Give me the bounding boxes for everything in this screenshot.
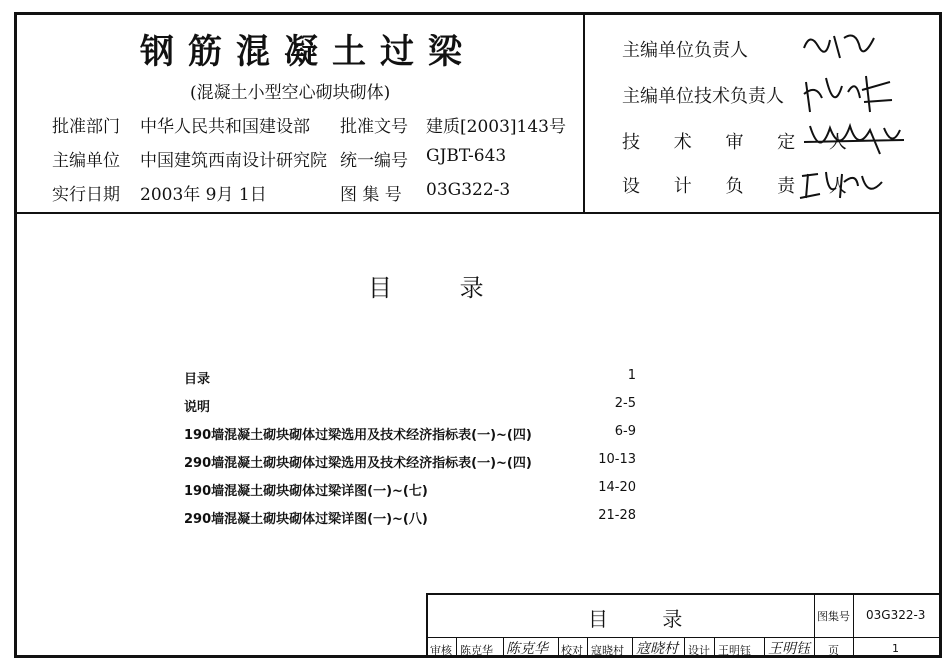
signature-chief-editor-graphic xyxy=(800,28,880,64)
toc-item-page: 10-13 xyxy=(598,452,636,467)
unified-number-label: 统一编号 xyxy=(340,151,408,171)
toc-item-title: 说明 xyxy=(184,400,211,415)
title-block-cell-divider xyxy=(587,637,588,658)
title-block-cell-divider xyxy=(503,637,504,658)
approval-doc-value: 建质[2003]143号 xyxy=(426,117,566,137)
title-block-col-divider xyxy=(814,593,815,658)
approval-dept-label: 批准部门 xyxy=(52,117,120,137)
checker-name: 寇晓村 xyxy=(591,644,624,657)
design-label: 设计 xyxy=(688,644,710,657)
contents-heading: 目 录 xyxy=(368,274,514,302)
editor-unit-value: 中国建筑西南设计研究院 xyxy=(140,151,327,171)
title-block-atlas-value: 03G322-3 xyxy=(866,608,926,622)
designer-name: 王明钰 xyxy=(718,644,751,657)
title-block-col-divider xyxy=(853,593,854,658)
designer-signature: 王明钰 xyxy=(768,641,810,657)
header-divider xyxy=(14,212,942,214)
signature-tech-director-graphic xyxy=(800,72,896,116)
title-block-cell-divider xyxy=(714,637,715,658)
checker-signature: 寇晓村 xyxy=(636,641,678,657)
approval-dept-value: 中华人民共和国建设部 xyxy=(140,117,310,137)
toc-item-title: 290墙混凝土砌块砌体过梁详图(一)~(八) xyxy=(184,512,428,527)
design-lead-label: 设 计 负 责 人 xyxy=(622,176,861,197)
reviewer-name: 陈克华 xyxy=(460,644,493,657)
review-label: 审核 xyxy=(430,644,452,657)
atlas-title: 钢筋混凝土过梁 xyxy=(140,32,476,72)
tech-director-signature xyxy=(800,72,896,123)
toc-item-title: 目录 xyxy=(184,372,211,387)
atlas-number-label: 图 集 号 xyxy=(340,185,402,205)
toc-item-page: 2-5 xyxy=(614,396,636,411)
title-block-atlas-label: 图集号 xyxy=(817,610,850,623)
atlas-subtitle: (混凝土小型空心砌块砌体) xyxy=(190,83,391,103)
toc-item-page: 21-28 xyxy=(598,508,636,523)
effective-date-label: 实行日期 xyxy=(52,185,120,205)
atlas-number-value: 03G322-3 xyxy=(426,180,511,200)
toc-item-page: 1 xyxy=(627,368,636,383)
title-block-cell-divider xyxy=(684,637,685,658)
signature-design-lead-graphic xyxy=(798,164,888,204)
signature-tech-reviewer-graphic xyxy=(800,118,910,162)
check-label: 校对 xyxy=(561,644,583,657)
chief-editor-signature xyxy=(800,28,880,71)
approval-doc-label: 批准文号 xyxy=(340,117,408,137)
toc-item-title: 190墙混凝土砌块砌体过梁选用及技术经济指标表(一)~(四) xyxy=(184,428,532,443)
title-block-cell-divider xyxy=(764,637,765,658)
toc-item-page: 6-9 xyxy=(614,424,636,439)
design-lead-signature xyxy=(798,164,888,211)
chief-editor-label: 主编单位负责人 xyxy=(622,40,748,61)
page-label: 页 xyxy=(828,644,839,657)
toc-item-title: 290墙混凝土砌块砌体过梁选用及技术经济指标表(一)~(四) xyxy=(184,456,532,471)
tech-reviewer-signature xyxy=(800,118,910,169)
title-block-cell-divider xyxy=(632,637,633,658)
header-column-divider xyxy=(583,12,585,213)
editor-unit-label: 主编单位 xyxy=(52,151,120,171)
unified-number-value: GJBT-643 xyxy=(426,146,507,166)
toc-item-page: 14-20 xyxy=(598,480,636,495)
tech-reviewer-label: 技 术 审 定 人 xyxy=(622,132,861,153)
title-block-cell-divider xyxy=(558,637,559,658)
effective-date-value: 2003年 9月 1日 xyxy=(140,185,267,205)
toc-item-title: 190墙混凝土砌块砌体过梁详图(一)~(七) xyxy=(184,484,428,499)
tech-director-label: 主编单位技术负责人 xyxy=(622,86,784,107)
page-number: 1 xyxy=(892,642,899,655)
reviewer-signature: 陈克华 xyxy=(506,641,548,657)
title-block-sheet-title: 目 录 xyxy=(588,607,707,631)
title-block-cell-divider xyxy=(456,637,457,658)
